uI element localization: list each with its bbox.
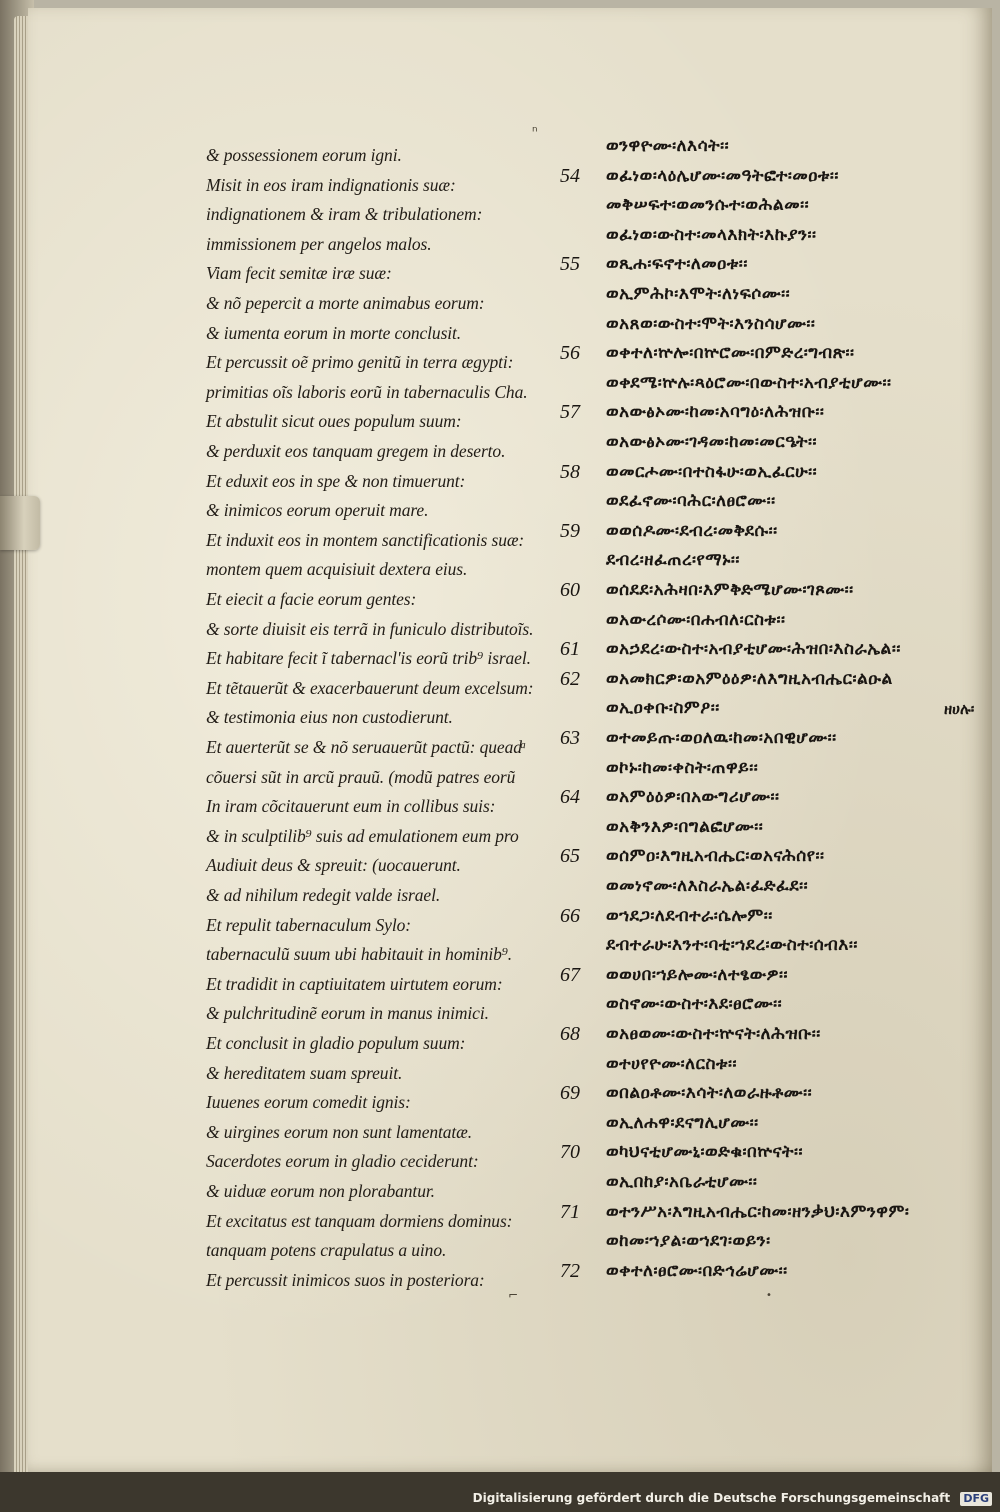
geez-text-line: ወአውረሶሙ፡በሐብለ፡ርስቱ፡፡ xyxy=(606,609,786,630)
geez-text-line: ወኢምሕኮ፡እሞት፡ለነፍሶሙ፡፡ xyxy=(606,284,791,304)
verse-number: 72 xyxy=(560,1259,580,1282)
latin-text-line: Et habitare fecit ĩ tabernacl'is eorũ trib⁹ israel. xyxy=(206,648,531,669)
latin-text-line: Et percussit inimicos suos in posteriora: xyxy=(206,1269,485,1290)
geez-text-line: ወቀደሜ፡ኵሉ፡ጻዕሮሙ፡በውስተ፡አብያቲሆሙ፡፡ xyxy=(606,372,892,393)
verse-number: 54 xyxy=(560,164,580,187)
geez-text-line: ወአጸወ፡ውስተ፡ሞት፡እንስሳሆሙ፡፡ xyxy=(606,313,816,334)
verse-number: 56 xyxy=(560,342,580,365)
ink-mark: • xyxy=(766,1290,772,1301)
geez-text-line: ወመርሖሙ፡በተስፋሁ፡ወኢፈርሁ፡፡ xyxy=(606,461,818,482)
verse-number: 57 xyxy=(560,401,580,424)
geez-text-line: መቅሠፍተ፡ወመንሱተ፡ወሕልመ፡፡ xyxy=(606,195,810,216)
latin-text-line: Iuuenes eorum comedit ignis: xyxy=(206,1092,411,1113)
geez-text-line: ወቀተለ፡ፀሮሙ፡በድኅሬሆሙ፡፡ xyxy=(606,1260,788,1281)
latin-text-line: Et abstulit sicut oues populum suum: xyxy=(206,411,462,432)
latin-text-line: & perduxit eos tanquam gregem in deserto. xyxy=(206,441,506,461)
geez-text-line: ደብረ፡ዘፈጠረ፡የማኑ፡፡ xyxy=(606,550,740,571)
geez-text-line: ወአፀወሙ፡ውስተ፡ኵናት፡ለሕዝቡ፡፡ xyxy=(606,1024,821,1044)
geez-text-line: ወአቅንእዎ፡በግልፎሆሙ፡፡ xyxy=(606,816,764,837)
latin-text-line: immissionem per angelos malos. xyxy=(206,233,432,254)
geez-text-line: ወኢበከያ፡አቤራቲሆሙ፡፡ xyxy=(606,1172,758,1192)
latin-text-line: & nõ pepercit a morte animabus eorum: xyxy=(206,293,485,313)
latin-text-line: Et repulit tabernaculum Sylo: xyxy=(206,914,411,935)
geez-text-line: ወኮኑ፡ከመ፡ቀስት፡ጠዋይ፡፡ xyxy=(606,757,759,778)
latin-text-line: montem quem acquisiuit dextera eius. xyxy=(206,559,468,580)
latin-text-line: Et tradidit in captiuitatem uirtutem eorum: xyxy=(206,973,503,994)
latin-text-line: & pulchritudinẽ eorum in manus inimici. xyxy=(206,1003,489,1024)
dfg-logo: DFG xyxy=(960,1492,992,1506)
geez-text-line: ደብተራሁ፡እንተ፡ባቲ፡ኀደረ፡ውስተ፡ሰብእ፡፡ xyxy=(606,935,858,956)
verse-number: 60 xyxy=(560,579,580,601)
geez-text-line: ወመነኖሙ፡ለእስራኤል፡ፈድፈደ፡፡ xyxy=(606,876,809,896)
geez-text-line: ወስኖሙ፡ውስተ፡እደ፡ፀሮሙ፡፡ xyxy=(606,994,783,1015)
verse-number: 55 xyxy=(560,253,580,276)
geez-text-line: ወጺሐ፡ፍኖተ፡ለመዐቱ፡፡ xyxy=(606,254,748,275)
latin-text-line: Et auerterũt se & nõ seruauerũt pactũ: queadͣ xyxy=(206,737,522,757)
verse-number: 59 xyxy=(560,519,580,542)
latin-text-line: Et percussit oẽ primo genitũ in terra ægypti: xyxy=(206,352,514,373)
latin-text-line: Et induxit eos in montem sanctificationis suæ: xyxy=(206,529,525,550)
geez-text-line: ወፈነወ፡ውስተ፡መላእክት፡እኩያን፡፡ xyxy=(606,224,817,245)
verse-number: 67 xyxy=(560,963,580,986)
latin-text-line: cõuersi sũt in arcũ prauũ. (modũ patres eorũ xyxy=(206,766,516,787)
latin-text-line: primitias oĩs laboris eorũ in tabernaculis Cha. xyxy=(206,381,528,402)
verse-number: 70 xyxy=(560,1141,580,1164)
geez-text-line: ወበልዐቶሙ፡እሳት፡ለወራዙቶሙ፡፡ xyxy=(606,1083,813,1104)
verse-number: 58 xyxy=(560,460,580,483)
latin-text-line: Viam fecit semitæ iræ suæ: xyxy=(206,263,392,284)
latin-text-line: Et conclusit in gladio populum suum: xyxy=(206,1033,466,1053)
verse-number: 66 xyxy=(560,904,580,927)
latin-text-line: tabernaculũ suum ubi habitauit in hominib⁹. xyxy=(206,944,513,965)
geez-text-line: ወተመይጡ፡ወዐለዉ፡ከመ፡አበዊሆሙ፡፡ xyxy=(606,728,837,748)
geez-text-line: ወኀደጋ፡ለደብተራ፡ሴሎም፡፡ xyxy=(606,905,773,926)
geez-text-line: ወፈነወ፡ላዕሌሆሙ፡መዓትፎተ፡መዐቱ፡፡ xyxy=(606,165,839,186)
verse-number: 68 xyxy=(560,1023,580,1045)
latin-text-line: indignationem & iram & tribulationem: xyxy=(206,204,483,225)
footer-text: Digitalisierung gefördert durch die Deutsche Forschungsgemeinschaft xyxy=(472,1491,951,1505)
geez-text-line: ወሰምዐ፡እግዚአብሔር፡ወአናሕሰየ፡፡ xyxy=(606,846,825,867)
geez-text-line: ወኢለሐዋ፡ደናግሊሆሙ፡፡ xyxy=(606,1112,759,1133)
latin-text-line: Et excitatus est tanquam dormiens dominus: xyxy=(206,1210,513,1231)
verse-number: 63 xyxy=(560,727,580,749)
geez-text-line: ወወሀበ፡ኀይሎሙ፡ለተፄውዎ፡፡ xyxy=(606,964,789,985)
latin-text-line: tanquam potens crapulatus a uino. xyxy=(206,1240,447,1261)
ink-mark: ⌐ xyxy=(508,1288,519,1302)
geez-text-line: ወአኃደረ፡ውስተ፡አብያቲሆሙ፡ሕዝበ፡እስራኤል፡፡ xyxy=(606,639,901,660)
latin-text-line: Et tẽtauerũt & exacerbauerunt deum excelsum: xyxy=(206,677,534,698)
geez-text-line: ወአመክርዎ፡ወአምዕዕዎ፡ለእግዚአብሔር፡ልዑል xyxy=(606,668,893,689)
geez-text-line: ወተሀየዮሙ፡ለርስቱ፡፡ xyxy=(606,1053,737,1074)
latin-text-line: & uirgines eorum non sunt lamentatæ. xyxy=(206,1121,473,1142)
latin-text-line: & uiduæ eorum non plorabantur. xyxy=(206,1181,435,1201)
book-clasp xyxy=(0,496,40,550)
verse-number: 65 xyxy=(560,845,580,868)
margin-note: ዘሀሉ፡ xyxy=(944,700,975,718)
latin-text-line: & iumenta eorum in morte conclusit. xyxy=(206,322,462,343)
latin-text-line: & sorte diuisit eis terrã in funiculo distributoĩs. xyxy=(206,618,534,639)
geez-text-line: ወኢዐቀቡ፡ስምዖ፡፡ xyxy=(606,698,720,719)
geez-text-line: ወአውፅኦሙ፡ገዳመ፡ከመ፡መርዔት፡፡ xyxy=(606,432,818,452)
geez-text-line: ወቀተለ፡ኵሎ፡በኵሮሙ፡በምድረ፡ግብጽ፡፡ xyxy=(606,343,855,364)
geez-text-line: ወአምዕዕዎ፡በአውግሪሆሙ፡፡ xyxy=(606,787,780,808)
latin-text-line: & hereditatem suam spreuit. xyxy=(206,1062,403,1083)
verse-number: 69 xyxy=(560,1082,580,1105)
latin-text-line: Sacerdotes eorum in gladio ceciderunt: xyxy=(206,1151,479,1172)
geez-text-line: ወወሰዶሙ፡ደብረ፡መቅደሱ፡፡ xyxy=(606,520,778,541)
latin-text-line: & inimicos eorum operuit mare. xyxy=(206,500,429,521)
geez-text-line: ወደፈኖሙ፡ባሕር፡ለፀሮሙ፡፡ xyxy=(606,491,776,512)
ink-mark: ⁿ xyxy=(532,124,538,140)
geez-text-line: ወተንሥአ፡እግዚአብሔር፡ከመ፡ዘንቃህ፡እምንዋም፡ xyxy=(606,1201,910,1222)
latin-text-line: Audiuit deus & spreuit: (uocauerunt. xyxy=(206,855,461,876)
footer-credit xyxy=(473,1488,992,1508)
geez-text-line: ወካህናቲሆሙኒ፡ወድቁ፡በኵናት፡፡ xyxy=(606,1142,804,1163)
latin-text-line: In iram cõcitauerunt eum in collibus suis: xyxy=(206,796,496,817)
latin-text-line: & possessionem eorum igni. xyxy=(206,145,402,165)
latin-text-line: Et eduxit eos in spe & non timuerunt: xyxy=(206,470,466,491)
verse-number: 61 xyxy=(560,638,580,661)
verse-number: 71 xyxy=(560,1200,580,1223)
geez-text-line: ወንዋዮሙ፡ለእሳት፡፡ xyxy=(606,136,730,156)
geez-text-line: ወከመ፡ኀያል፡ወኀደገ፡ወይን፡ xyxy=(606,1231,771,1252)
verse-number: 64 xyxy=(560,786,580,809)
latin-text-line: & testimonia eius non custodierunt. xyxy=(206,707,453,728)
latin-text-line: Et eiecit a facie eorum gentes: xyxy=(206,589,417,609)
geez-text-line: ወአውፅኦሙ፡ከመ፡አባግዕ፡ለሕዝቡ፡፡ xyxy=(606,402,825,423)
verse-number: 62 xyxy=(560,667,580,690)
geez-text-line: ወሰደደ፡አሕዛበ፡እምቅድሜሆሙ፡ገጾሙ፡፡ xyxy=(606,580,854,600)
latin-text-line: Misit in eos iram indignationis suæ: xyxy=(206,174,456,195)
latin-text-line: & ad nihilum redegit valde israel. xyxy=(206,885,441,905)
latin-text-line: & in sculptilib⁹ suis ad emulationem eum pro xyxy=(206,825,519,846)
